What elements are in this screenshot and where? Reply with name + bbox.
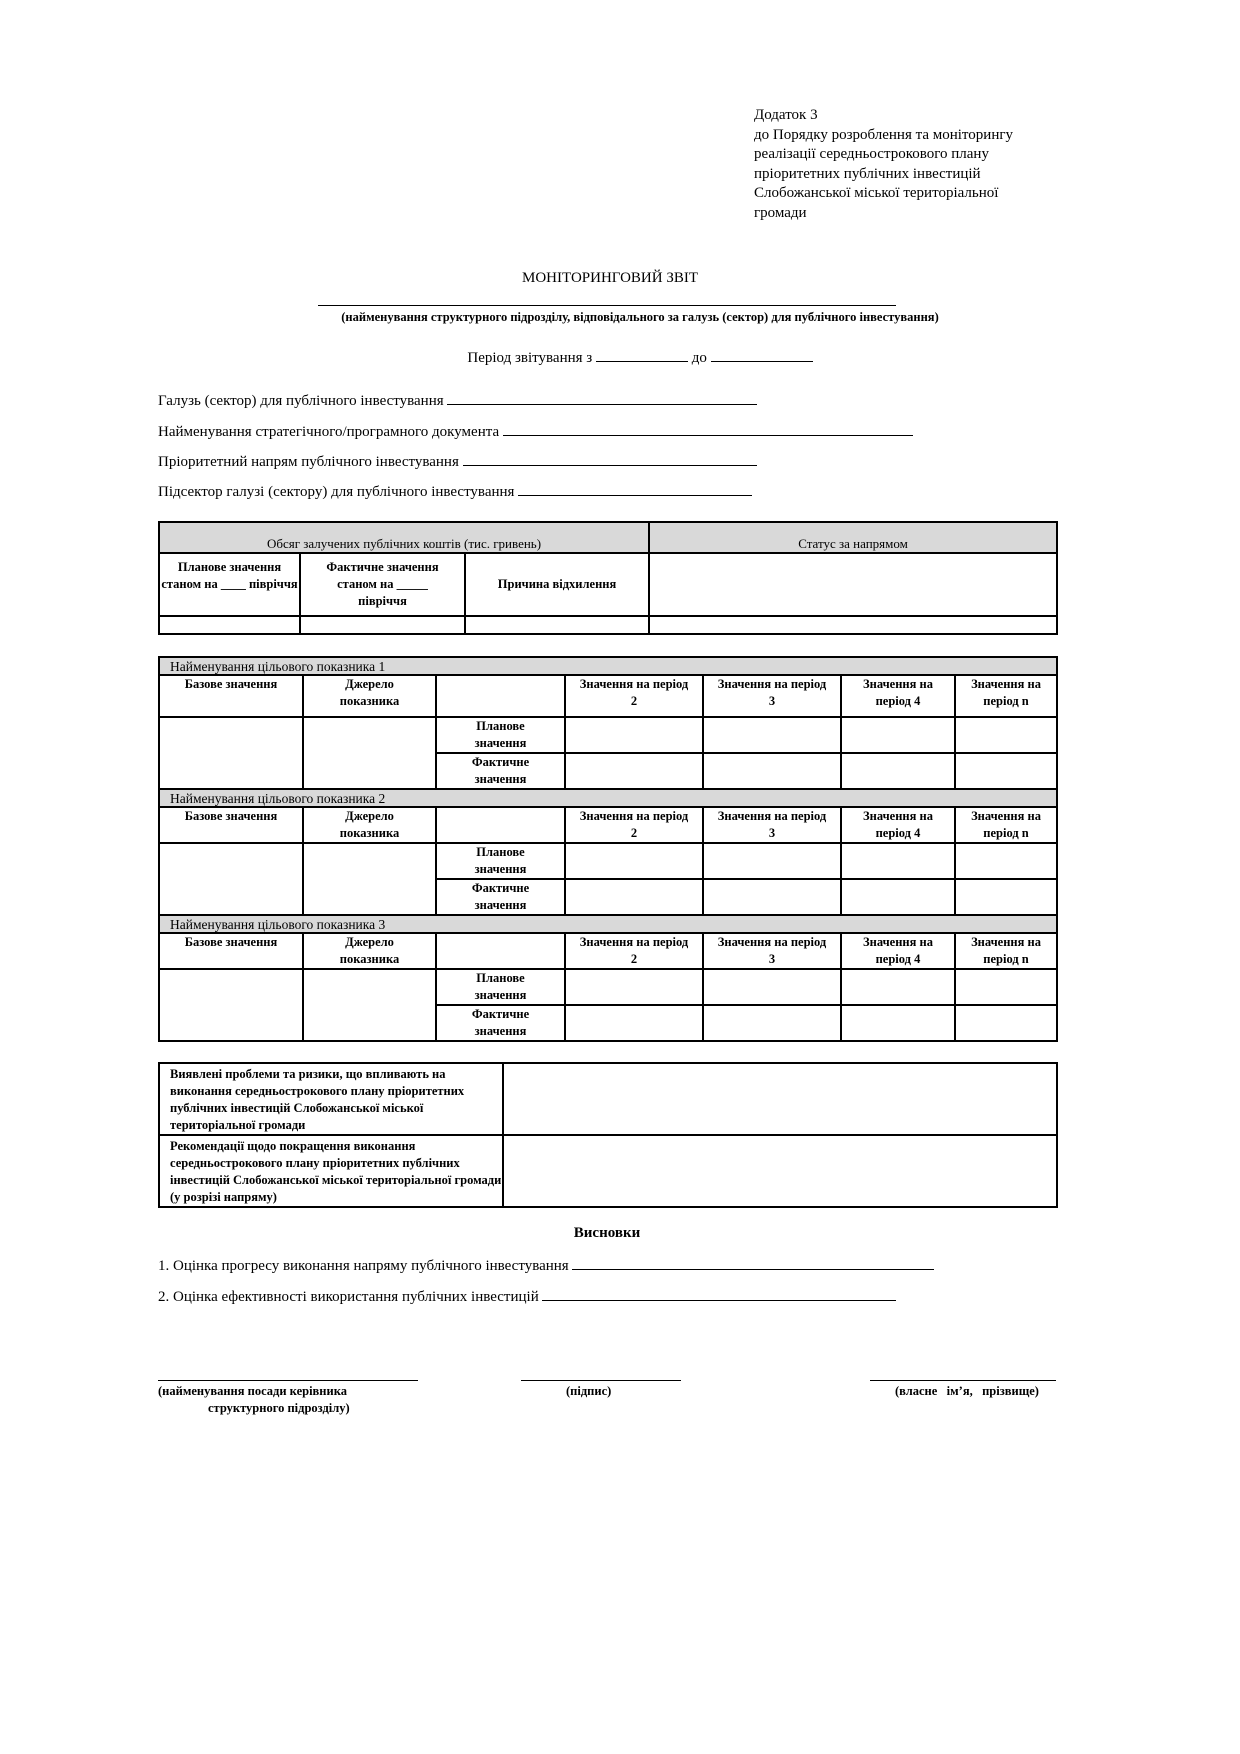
- base-value-header: Базове значення: [159, 933, 303, 969]
- period-2-planned-cell[interactable]: [565, 717, 703, 753]
- field-label: Найменування стратегічного/програмного документа: [158, 424, 500, 440]
- field-strategic-document: [158, 421, 913, 441]
- period-n-header: Значення на період n: [955, 933, 1057, 969]
- appendix-line: пріоритетних публічних інвестицій: [754, 165, 981, 182]
- field-priority-direction: [158, 451, 757, 471]
- period-4-header: Значення на період 4: [841, 675, 955, 717]
- base-value-header: Базове значення: [159, 807, 303, 843]
- period-4-actual-cell[interactable]: [841, 753, 955, 789]
- period-3-header: Значення на період 3: [703, 807, 841, 843]
- period-2-actual-cell[interactable]: [565, 1005, 703, 1041]
- planned-label: Планове значення: [436, 717, 565, 753]
- source-header: Джерело показника: [303, 933, 436, 969]
- period-2-header: Значення на період 2: [565, 675, 703, 717]
- empty-header: [436, 675, 565, 717]
- conclusions-title: Висновки: [573, 1225, 641, 1241]
- indicator-name: Найменування цільового показника 3: [159, 915, 1057, 933]
- actual-label: Фактичне значення: [436, 1005, 565, 1041]
- appendix-line: до Порядку розроблення та моніторингу: [754, 126, 1013, 143]
- appendix-line: Додаток 3: [754, 107, 818, 123]
- status-cell[interactable]: [649, 553, 1057, 616]
- field-label: Пріоритетний напрям публічного інвестування: [158, 454, 459, 470]
- name-line[interactable]: [870, 1380, 1056, 1381]
- actual-label: Фактичне значення: [436, 753, 565, 789]
- conclusion-label: 2. Оцінка ефективності використання публічних інвестицій: [158, 1289, 539, 1305]
- funds-header: Обсяг залучених публічних коштів (тис. гривень): [159, 522, 649, 553]
- unit-caption: (найменування структурного підрозділу, відповідального за галузь (сектор) для публічного інвестування): [341, 310, 939, 324]
- period-n-planned-cell[interactable]: [955, 843, 1057, 879]
- recommendations-label: Рекомендації щодо покращення виконання середньострокового плану пріоритетних публічних інвестицій Слобожанської міської територіальної громади (у розрізі напряму): [159, 1135, 503, 1207]
- source-cell[interactable]: [303, 843, 436, 915]
- signature-line[interactable]: [521, 1380, 681, 1381]
- period-n-actual-cell[interactable]: [955, 879, 1057, 915]
- period-label: Період звітування з: [467, 350, 593, 366]
- period-4-header: Значення на період 4: [841, 933, 955, 969]
- period-n-header: Значення на період n: [955, 807, 1057, 843]
- field-input[interactable]: [503, 421, 913, 436]
- planned-value-cell[interactable]: [159, 616, 300, 634]
- field-input[interactable]: [518, 481, 752, 496]
- indicator-name: Найменування цільового показника 2: [159, 789, 1057, 807]
- conclusion-efficiency: [158, 1286, 896, 1306]
- period-3-header: Значення на період 3: [703, 675, 841, 717]
- source-cell[interactable]: [303, 969, 436, 1041]
- period-3-actual-cell[interactable]: [703, 753, 841, 789]
- period-4-actual-cell[interactable]: [841, 879, 955, 915]
- period-to-label: до: [691, 350, 707, 366]
- position-line[interactable]: [158, 1380, 418, 1381]
- position-caption: [158, 1383, 350, 1417]
- period-3-planned-cell[interactable]: [703, 969, 841, 1005]
- period-3-header: Значення на період 3: [703, 933, 841, 969]
- risks-table: [158, 1062, 1058, 1208]
- planned-value-header: Планове значення станом на ____ півріччя: [159, 553, 300, 616]
- name-caption: (власне ім’я, прізвище): [895, 1384, 1039, 1398]
- appendix-line: Слобожанської міської територіальної: [754, 185, 999, 201]
- period-3-actual-cell[interactable]: [703, 879, 841, 915]
- source-header: Джерело показника: [303, 807, 436, 843]
- problems-cell[interactable]: [503, 1063, 1057, 1135]
- actual-value-header: Фактичне значення станом на _____ півріччя: [300, 553, 465, 616]
- period-2-header: Значення на період 2: [565, 933, 703, 969]
- period-4-actual-cell[interactable]: [841, 1005, 955, 1041]
- base-value-cell[interactable]: [159, 843, 303, 915]
- period-3-planned-cell[interactable]: [703, 843, 841, 879]
- status-value-cell[interactable]: [649, 616, 1057, 634]
- period-2-actual-cell[interactable]: [565, 879, 703, 915]
- period-n-planned-cell[interactable]: [955, 717, 1057, 753]
- period-2-planned-cell[interactable]: [565, 969, 703, 1005]
- conclusion-input[interactable]: [542, 1286, 896, 1301]
- base-value-cell[interactable]: [159, 717, 303, 789]
- period-3-actual-cell[interactable]: [703, 1005, 841, 1041]
- deviation-reason-header: Причина відхилення: [465, 553, 649, 616]
- field-subsector: [158, 481, 752, 501]
- indicator-name: Найменування цільового показника 1: [159, 657, 1057, 675]
- period-from-field[interactable]: [596, 347, 688, 362]
- status-header: Статус за напрямом: [649, 522, 1057, 553]
- period-2-actual-cell[interactable]: [565, 753, 703, 789]
- period-n-header: Значення на період n: [955, 675, 1057, 717]
- period-4-planned-cell[interactable]: [841, 717, 955, 753]
- appendix-line: реалізації середньострокового плану: [754, 146, 989, 162]
- deviation-reason-cell[interactable]: [465, 616, 649, 634]
- field-input[interactable]: [447, 390, 757, 405]
- planned-label: Планове значення: [436, 969, 565, 1005]
- unit-name-field[interactable]: [318, 305, 896, 306]
- base-value-cell[interactable]: [159, 969, 303, 1041]
- indicators-table: [158, 656, 1058, 1042]
- source-header: Джерело показника: [303, 675, 436, 717]
- period-4-header: Значення на період 4: [841, 807, 955, 843]
- empty-header: [436, 933, 565, 969]
- period-n-planned-cell[interactable]: [955, 969, 1057, 1005]
- planned-label: Планове значення: [436, 843, 565, 879]
- problems-label: Виявлені проблеми та ризики, що впливають на виконання середньострокового плану пріоритетних публічних інвестицій Слобожанської міської територіальної громади: [159, 1063, 503, 1135]
- appendix-header: [754, 106, 1013, 223]
- period-to-field[interactable]: [711, 347, 813, 362]
- period-4-planned-cell[interactable]: [841, 969, 955, 1005]
- position-caption-line: (найменування посади керівника: [158, 1384, 347, 1398]
- period-2-header: Значення на період 2: [565, 807, 703, 843]
- base-value-header: Базове значення: [159, 675, 303, 717]
- appendix-line: громади: [754, 204, 807, 221]
- position-caption-line: структурного підрозділу): [208, 1401, 350, 1415]
- reporting-period: [0, 347, 1240, 367]
- field-label: Галузь (сектор) для публічного інвестування: [158, 393, 444, 409]
- period-2-planned-cell[interactable]: [565, 843, 703, 879]
- recommendations-cell[interactable]: [503, 1135, 1057, 1207]
- actual-label: Фактичне значення: [436, 879, 565, 915]
- signature-caption: (підпис): [566, 1384, 612, 1398]
- period-n-actual-cell[interactable]: [955, 1005, 1057, 1041]
- source-cell[interactable]: [303, 717, 436, 789]
- period-n-actual-cell[interactable]: [955, 753, 1057, 789]
- funds-table: [158, 521, 1058, 635]
- field-input[interactable]: [463, 451, 757, 466]
- empty-header: [436, 807, 565, 843]
- conclusion-progress: [158, 1255, 934, 1275]
- actual-value-cell[interactable]: [300, 616, 465, 634]
- field-sector: [158, 390, 757, 410]
- period-3-planned-cell[interactable]: [703, 717, 841, 753]
- conclusion-input[interactable]: [572, 1255, 934, 1270]
- conclusion-label: 1. Оцінка прогресу виконання напряму публічного інвестування: [158, 1258, 569, 1274]
- period-4-planned-cell[interactable]: [841, 843, 955, 879]
- document-title: МОНІТОРИНГОВИЙ ЗВІТ: [521, 270, 699, 286]
- field-label: Підсектор галузі (сектору) для публічного інвестування: [158, 484, 515, 500]
